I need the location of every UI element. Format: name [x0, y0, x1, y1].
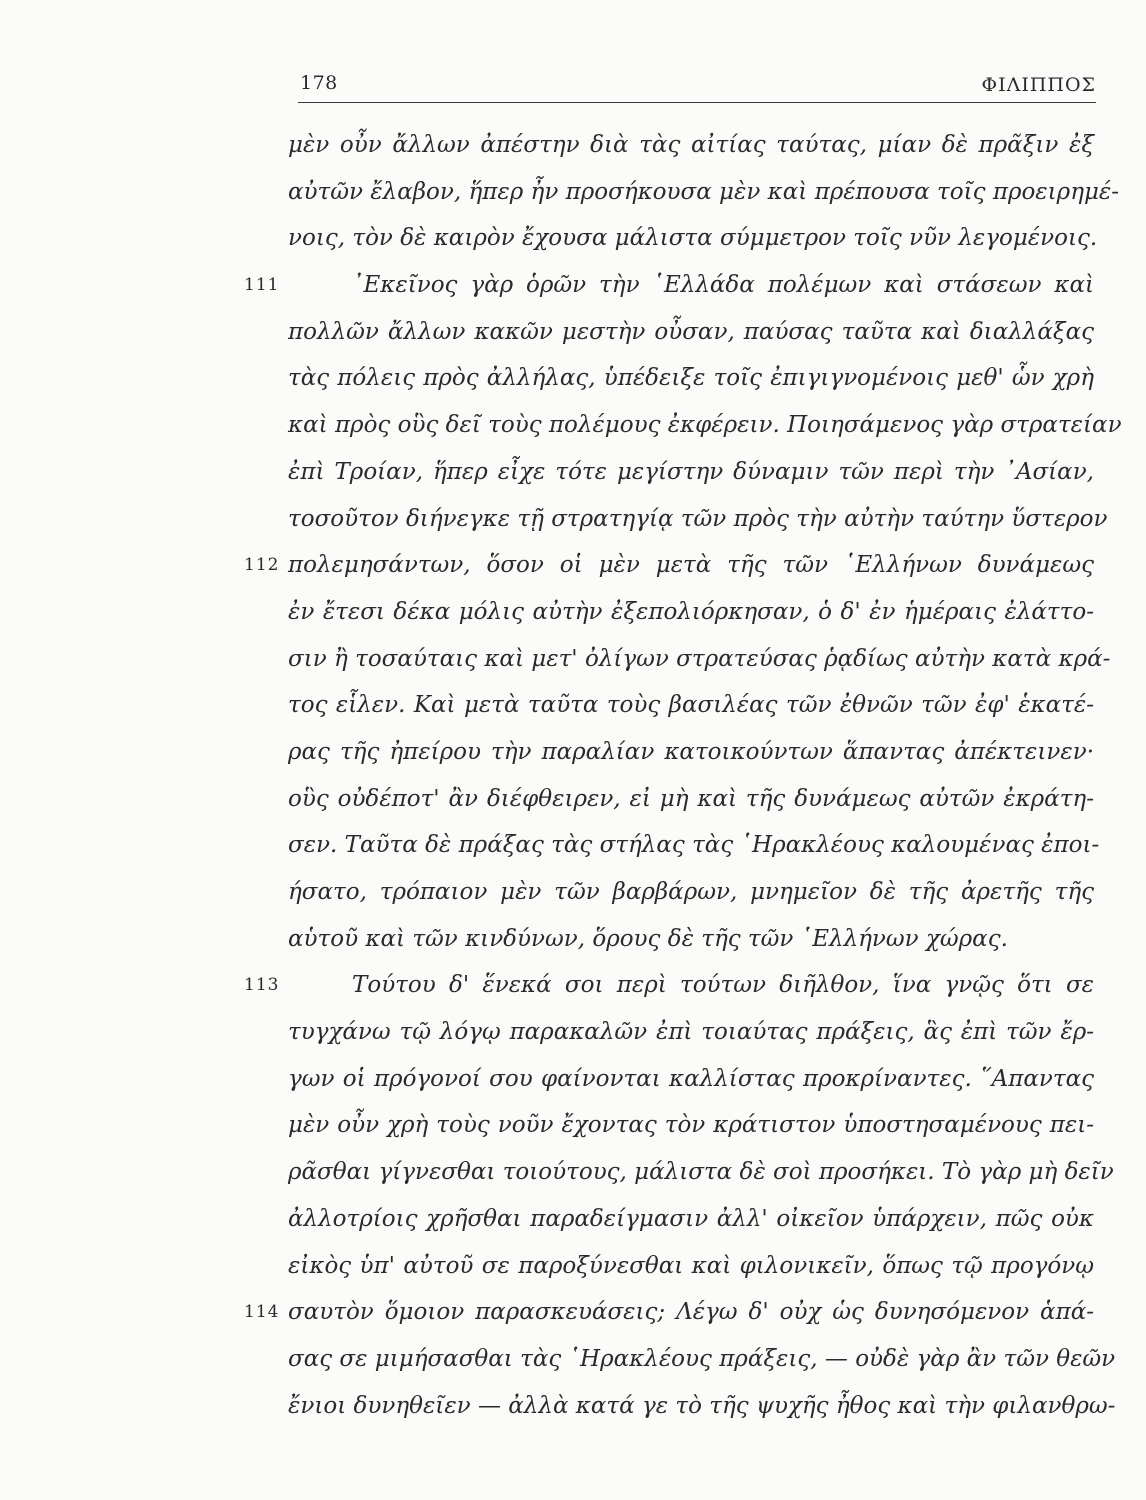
text-line	[288, 1149, 1114, 1196]
text-line	[288, 1196, 1094, 1243]
line-text: μὲν οὖν χρὴ τοὺς νοῦν ἔχοντας τὸν κράτιστον ὑποστησαμένους πει-	[288, 1112, 1094, 1139]
line-text: σαυτὸν ὅμοιον παρασκευάσεις; Λέγω δ' οὐχ ὡς δυνησόμενον ἁπά-	[288, 1299, 1094, 1326]
text-line	[244, 542, 1094, 589]
line-text: οὓς οὐδέποτ' ἂν διέφθειρεν, εἰ μὴ καὶ τῆς δυνάμεως αὐτῶν ἐκράτη-	[288, 785, 1094, 812]
line-text: σιν ἢ τοσαύταις καὶ μετ' ὀλίγων στρατεύσας ῥᾳδίως αὐτὴν κατὰ κρά-	[288, 645, 1111, 672]
text-line	[288, 776, 1094, 823]
line-text: εἰκὸς ὑπ' αὐτοῦ σε παροξύνεσθαι καὶ φιλονικεῖν, ὅπως τῷ προγόνῳ	[288, 1252, 1094, 1279]
line-text: αὐτῶν ἔλαβον, ἥπερ ἦν προσήκουσα μὲν καὶ πρέπουσα τοῖς προειρημέ-	[288, 178, 1120, 205]
text-line	[288, 1056, 1094, 1103]
text-line	[288, 682, 1094, 729]
text-line	[288, 916, 1094, 963]
text-line	[244, 1289, 1094, 1336]
text-line	[288, 1336, 1116, 1383]
line-text: γων οἱ πρόγονοί σου φαίνονται καλλίστας προκρίναντες. ῞Απαντας	[288, 1065, 1094, 1092]
line-text: τυγχάνω τῷ λόγῳ παρακαλῶν ἐπὶ τοιαύτας πράξεις, ἃς ἐπὶ τῶν ἔρ-	[288, 1019, 1094, 1046]
line-text: ρᾶσθαι γίγνεσθαι τοιούτους, μάλιστα δὲ σοὶ προσήκει. Τὸ γὰρ μὴ δεῖν	[288, 1159, 1114, 1186]
text-line	[288, 122, 1094, 169]
text-line	[244, 962, 1094, 1009]
section-number: 112	[244, 555, 280, 576]
text-line	[244, 262, 1094, 309]
section-number: 114	[244, 1302, 280, 1323]
page-number: 178	[300, 72, 338, 94]
text-line	[288, 869, 1094, 916]
text-line	[288, 215, 1098, 262]
text-line	[288, 1383, 1116, 1430]
section-number: 111	[244, 275, 280, 296]
line-text: μὲν οὖν ἄλλων ἀπέστην διὰ τὰς αἰτίας ταύτας, μίαν δὲ πρᾶξιν ἐξ	[288, 132, 1094, 158]
text-line	[288, 589, 1094, 636]
text-line	[288, 1102, 1094, 1149]
line-text: ήσατο, τρόπαιον μὲν τῶν βαρβάρων, μνημεῖον δὲ τῆς ἀρετῆς τῆς	[288, 879, 1094, 905]
line-text: ᾿Εκεῖνος γὰρ ὁρῶν τὴν ῾Ελλάδα πολέμων καὶ στάσεων καὶ	[352, 272, 1094, 299]
text-line	[288, 636, 1111, 683]
line-text: νοις, τὸν δὲ καιρὸν ἔχουσα μάλιστα σύμμετρον τοῖς νῦν λεγομένοις.	[288, 225, 1098, 252]
line-text: τὰς πόλεις πρὸς ἀλλήλας, ὑπέδειξε τοῖς ἐπιγιγνομένοις μεθ' ὧν χρὴ	[288, 365, 1094, 392]
line-text: πολλῶν ἄλλων κακῶν μεστὴν οὖσαν, παύσας ταῦτα καὶ διαλλάξας	[288, 318, 1094, 345]
text-line	[288, 1009, 1094, 1056]
text-line	[288, 729, 1094, 776]
line-text: τος εἷλεν. Καὶ μετὰ ταῦτα τοὺς βασιλέας τῶν ἐθνῶν τῶν ἐφ' ἑκατέ-	[288, 692, 1094, 719]
text-line	[288, 1243, 1094, 1290]
body-text	[244, 122, 1122, 1429]
line-text: τοσοῦτον διήνεγκε τῇ στρατηγίᾳ τῶν πρὸς τὴν αὐτὴν ταύτην ὕστερον	[288, 505, 1108, 532]
text-line	[288, 822, 1100, 869]
line-text: ἐπὶ Τροίαν, ἥπερ εἶχε τότε μεγίστην δύναμιν τῶν περὶ τὴν ᾿Ασίαν,	[288, 458, 1094, 485]
text-line	[288, 449, 1094, 496]
line-text: ἔνιοι δυνηθεῖεν — ἀλλὰ κατά γε τὸ τῆς ψυχῆς ἦθος καὶ τὴν φιλανθρω-	[288, 1392, 1116, 1419]
line-text: ρας τῆς ἠπείρου τὴν παραλίαν κατοικούντων ἅπαντας ἀπέκτεινεν·	[288, 738, 1094, 765]
text-line	[288, 402, 1122, 449]
line-text: Τούτου δ' ἕνεκά σοι περὶ τούτων διῆλθον, ἵνα γνῷς ὅτι σε	[352, 972, 1094, 999]
line-text: καὶ πρὸς οὓς δεῖ τοὺς πολέμους ἐκφέρειν. Ποιησάμενος γὰρ στρατείαν	[288, 412, 1122, 439]
text-line	[288, 496, 1108, 543]
section-number: 113	[244, 975, 280, 996]
line-text: σεν. Ταῦτα δὲ πράξας τὰς στήλας τὰς ῾Ηρακλέους καλουμένας ἐποι-	[288, 832, 1100, 859]
running-head: ΦΙΛΙΠΠΟΣ	[981, 74, 1096, 96]
line-text: πολεμησάντων, ὅσον οἱ μὲν μετὰ τῆς τῶν ῾Ελλήνων δυνάμεως	[288, 552, 1094, 579]
line-text: ἀλλοτρίοις χρῆσθαι παραδείγμασιν ἀλλ' οἰκεῖον ὑπάρχειν, πῶς οὐκ	[288, 1205, 1094, 1232]
line-text: ἐν ἔτεσι δέκα μόλις αὐτὴν ἐξεπολιόρκησαν, ὁ δ' ἐν ἡμέραις ἐλάττο-	[288, 598, 1094, 625]
text-line	[288, 355, 1094, 402]
text-line	[288, 309, 1094, 356]
page-header	[298, 68, 1096, 103]
line-text: αὑτοῦ καὶ τῶν κινδύνων, ὅρους δὲ τῆς τῶν ῾Ελλήνων χώρας.	[288, 925, 1008, 952]
text-line	[288, 169, 1120, 216]
line-text: σας σε μιμήσασθαι τὰς ῾Ηρακλέους πράξεις, — οὐδὲ γὰρ ἂν τῶν θεῶν	[288, 1345, 1116, 1372]
